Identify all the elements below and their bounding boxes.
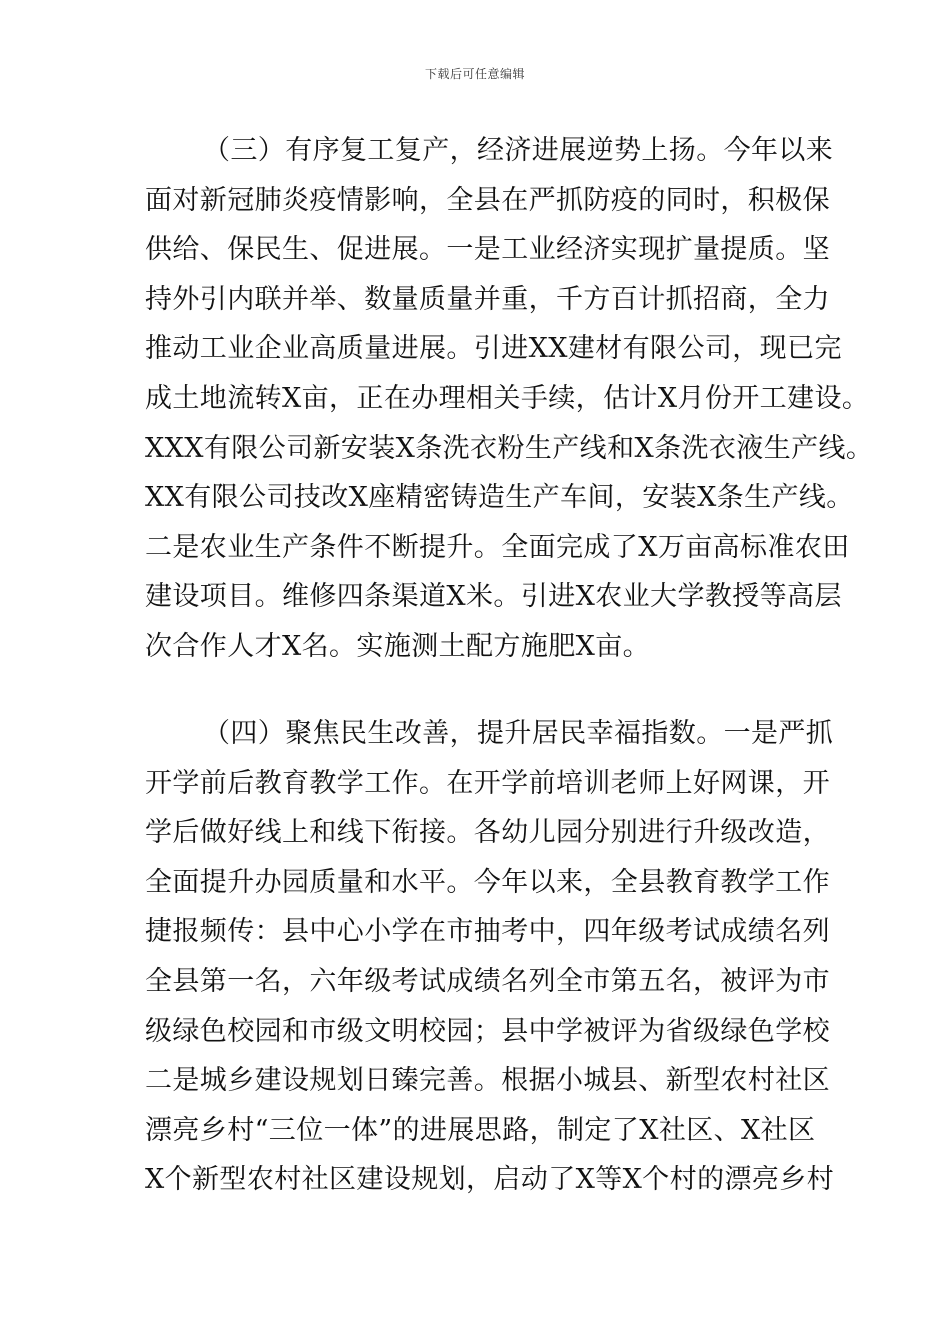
text-line: 二是城乡建设规划日臻完善。根据小城县、新型农村社区 <box>145 1065 830 1097</box>
text-line: 面对新冠肺炎疫情影响，全县在严抓防疫的同时，积极保 <box>145 184 830 216</box>
text-line: 供给、保民生、促进展。一是工业经济实现扩量提质。坚 <box>145 234 830 266</box>
text-line: 捷报频传：县中心小学在市抽考中，四年级考试成绩名列 <box>145 916 830 948</box>
text-line: 成土地流转X亩，正在办理相关手续，估计X月份开工建设。 <box>145 382 870 414</box>
text-line: 级绿色校园和市级文明校园；县中学被评为省级绿色学校 <box>145 1015 830 1047</box>
paragraph-section-4 <box>145 709 835 1205</box>
text-line: X个新型农村社区建设规划，启动了X等X个村的漂亮乡村 <box>145 1164 835 1196</box>
header-note: 下载后可任意编辑 <box>424 67 525 81</box>
text-line: 全县第一名，六年级考试成绩名列全市第五名，被评为市 <box>145 965 830 997</box>
text-line: XX有限公司技改X座精密铸造生产车间，安装X条生产线。 <box>145 482 854 514</box>
text-line: 漂亮乡村“三位一体”的进展思路，制定了X社区、X社区 <box>145 1114 816 1146</box>
paragraph-section-3 <box>145 126 874 672</box>
text-line: 开学前后教育教学工作。在开学前培训老师上好网课，开 <box>145 767 830 799</box>
text-line: 持外引内联并举、数量质量并重，千方百计抓招商，全力 <box>145 283 830 315</box>
text-line: 二是农业生产条件不断提升。全面完成了X万亩高标准农田 <box>145 531 850 563</box>
text-line: 学后做好线上和线下衔接。各幼儿园分别进行升级改造， <box>145 817 830 849</box>
text-line: （四）聚焦民生改善，提升居民幸福指数。一是严抓 <box>203 718 834 749</box>
text-line: 推动工业企业高质量进展。引进XX建材有限公司，现已完 <box>145 333 842 365</box>
text-line: 次合作人才X名。实施测土配方施肥X亩。 <box>145 630 651 662</box>
text-line: 建设项目。维修四条渠道X米。引进X农业大学教授等高层 <box>145 581 842 613</box>
text-line: （三）有序复工复产，经济进展逆势上扬。今年以来 <box>203 135 834 166</box>
text-line: 全面提升办园质量和水平。今年以来，全县教育教学工作 <box>145 866 830 898</box>
text-line: XXX有限公司新安装X条洗衣粉生产线和X条洗衣液生产线。 <box>145 432 874 464</box>
